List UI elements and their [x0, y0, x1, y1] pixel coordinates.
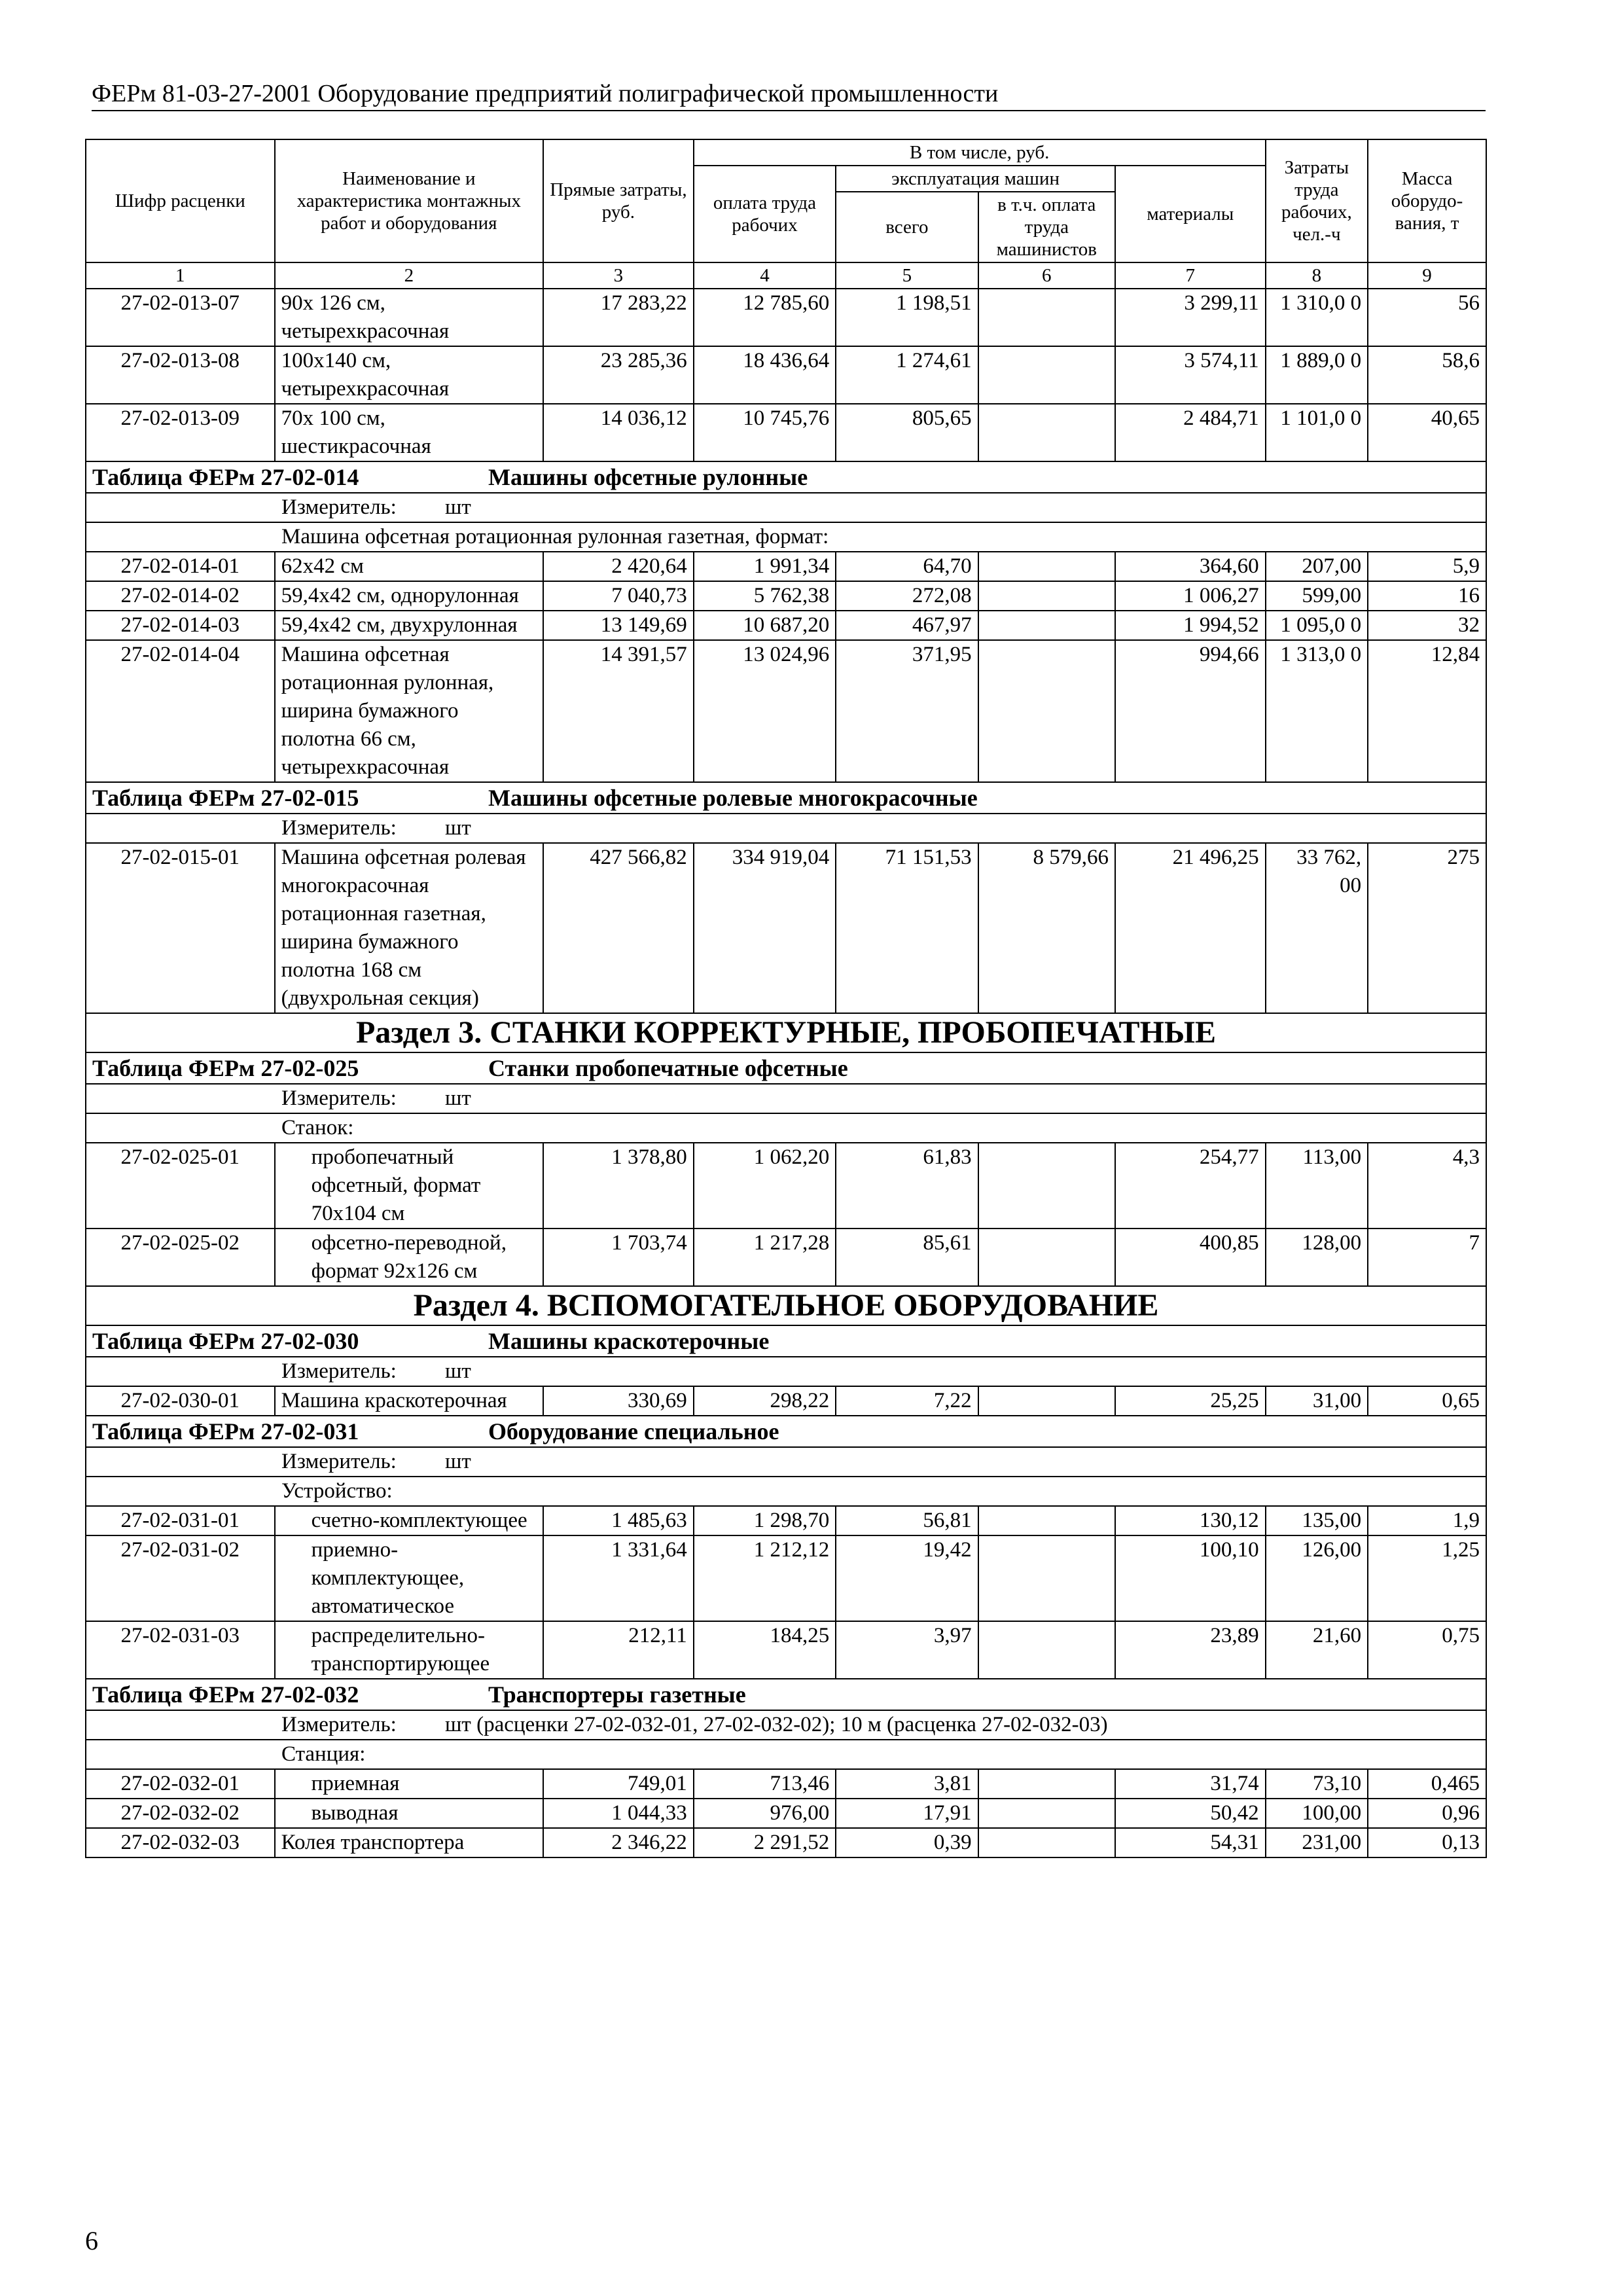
cell-mass: 12,84	[1368, 640, 1486, 782]
cell-direct: 330,69	[543, 1386, 694, 1416]
cell-materials: 31,74	[1115, 1769, 1266, 1799]
cell-machines-wages	[978, 1828, 1115, 1857]
cell-labor: 1 889,0 0	[1266, 346, 1368, 404]
cell-wages: 10 687,20	[694, 611, 836, 640]
meter-value: шт	[445, 1359, 471, 1383]
cell-direct: 1 485,63	[543, 1506, 694, 1535]
cell-mass: 0,75	[1368, 1621, 1486, 1679]
cell-direct: 1 378,80	[543, 1143, 694, 1229]
cell-materials: 1 006,27	[1115, 581, 1266, 611]
cell-wages: 713,46	[694, 1769, 836, 1799]
col-number: 2	[275, 262, 544, 289]
table-row	[86, 1506, 1486, 1535]
cell-labor: 231,00	[1266, 1828, 1368, 1857]
cell-machines-total: 1 274,61	[836, 346, 978, 404]
cell-machines-total: 0,39	[836, 1828, 978, 1857]
table-title: Машины офсетные ролевые многокрасочные	[488, 785, 978, 811]
col-number: 6	[978, 262, 1115, 289]
cell-machines-total: 71 151,53	[836, 843, 978, 1013]
meter-row	[86, 493, 1486, 522]
table-code: Таблица ФЕРм 27-02-015	[92, 785, 359, 811]
cell-materials: 1 994,52	[1115, 611, 1266, 640]
cell-machines-total: 467,97	[836, 611, 978, 640]
cell-machines-wages	[978, 1506, 1115, 1535]
cell-wages: 1 212,12	[694, 1535, 836, 1621]
cell-code: 27-02-014-04	[86, 640, 275, 782]
cell-labor: 1 101,0 0	[1266, 404, 1368, 461]
table-row	[86, 843, 1486, 1013]
meter-label: Измеритель:	[281, 1450, 397, 1473]
cell-labor: 21,60	[1266, 1621, 1368, 1679]
table-code: Таблица ФЕРм 27-02-032	[92, 1681, 359, 1708]
rates-table	[85, 139, 1487, 1858]
table-title-row	[86, 1679, 1486, 1710]
cell-mass: 40,65	[1368, 404, 1486, 461]
section-heading: Раздел 3. СТАНКИ КОРРЕКТУРНЫЕ, ПРОБОПЕЧАТНЫЕ	[86, 1013, 1486, 1052]
cell-code: 27-02-032-02	[86, 1799, 275, 1828]
col-mass-header: Масса оборудо-вания, т	[1368, 139, 1486, 262]
table-row	[86, 640, 1486, 782]
cell-machines-wages	[978, 1386, 1115, 1416]
cell-machines-total: 64,70	[836, 552, 978, 581]
col-incl-header: В том числе, руб.	[694, 139, 1266, 166]
cell-materials: 3 574,11	[1115, 346, 1266, 404]
group-note: Станция:	[86, 1740, 1486, 1769]
group-note-row	[86, 1477, 1486, 1506]
group-note-row	[86, 1740, 1486, 1769]
meter-label: Измеритель:	[281, 1713, 397, 1736]
table-title: Станки пробопечатные офсетные	[488, 1055, 848, 1081]
cell-labor: 31,00	[1266, 1386, 1368, 1416]
cell-wages: 334 919,04	[694, 843, 836, 1013]
cell-direct: 2 420,64	[543, 552, 694, 581]
cell-code: 27-02-013-08	[86, 346, 275, 404]
cell-wages: 5 762,38	[694, 581, 836, 611]
cell-name: 59,4х42 см, однорулонная	[275, 581, 544, 611]
col-number: 3	[543, 262, 694, 289]
cell-machines-total: 56,81	[836, 1506, 978, 1535]
meter-label: Измеритель:	[281, 1086, 397, 1110]
cell-mass: 0,65	[1368, 1386, 1486, 1416]
cell-code: 27-02-013-07	[86, 289, 275, 346]
cell-code: 27-02-014-03	[86, 611, 275, 640]
cell-code: 27-02-025-01	[86, 1143, 275, 1229]
cell-machines-total: 19,42	[836, 1535, 978, 1621]
column-numbers-row	[86, 262, 1486, 289]
table-row	[86, 1769, 1486, 1799]
cell-machines-total: 805,65	[836, 404, 978, 461]
cell-mass: 4,3	[1368, 1143, 1486, 1229]
col-direct-header: Прямые затраты, руб.	[543, 139, 694, 262]
cell-materials: 400,85	[1115, 1229, 1266, 1286]
cell-materials: 994,66	[1115, 640, 1266, 782]
section-heading-row	[86, 1013, 1486, 1052]
group-note: Станок:	[86, 1113, 1486, 1143]
table-title-row	[86, 782, 1486, 814]
cell-name: офсетно-переводной, формат 92х126 см	[275, 1229, 544, 1286]
cell-materials: 100,10	[1115, 1535, 1266, 1621]
col-name-header: Наименование и характеристика монтажных работ и оборудования	[275, 139, 544, 262]
cell-materials: 23,89	[1115, 1621, 1266, 1679]
cell-machines-wages	[978, 289, 1115, 346]
cell-materials: 3 299,11	[1115, 289, 1266, 346]
table-title-row	[86, 1416, 1486, 1447]
cell-name: 62х42 см	[275, 552, 544, 581]
cell-code: 27-02-013-09	[86, 404, 275, 461]
table-row	[86, 581, 1486, 611]
cell-machines-total: 61,83	[836, 1143, 978, 1229]
cell-code: 27-02-031-03	[86, 1621, 275, 1679]
cell-wages: 976,00	[694, 1799, 836, 1828]
cell-direct: 749,01	[543, 1769, 694, 1799]
cell-machines-wages	[978, 611, 1115, 640]
cell-labor: 33 762, 00	[1266, 843, 1368, 1013]
cell-labor: 599,00	[1266, 581, 1368, 611]
col-machines-wages-header: в т.ч. оплата труда машинистов	[978, 192, 1115, 262]
cell-code: 27-02-032-03	[86, 1828, 275, 1857]
cell-name: Машина краскотерочная	[275, 1386, 544, 1416]
col-number: 4	[694, 262, 836, 289]
table-row	[86, 1799, 1486, 1828]
section-heading: Раздел 4. ВСПОМОГАТЕЛЬНОЕ ОБОРУДОВАНИЕ	[86, 1286, 1486, 1325]
cell-machines-total: 371,95	[836, 640, 978, 782]
table-row	[86, 1535, 1486, 1621]
cell-wages: 1 991,34	[694, 552, 836, 581]
cell-labor: 128,00	[1266, 1229, 1368, 1286]
cell-machines-wages	[978, 552, 1115, 581]
cell-mass: 32	[1368, 611, 1486, 640]
cell-direct: 2 346,22	[543, 1828, 694, 1857]
cell-labor: 113,00	[1266, 1143, 1368, 1229]
cell-machines-wages	[978, 581, 1115, 611]
cell-machines-total: 17,91	[836, 1799, 978, 1828]
cell-mass: 58,6	[1368, 346, 1486, 404]
cell-name: Колея транспортера	[275, 1828, 544, 1857]
cell-name: приемно-комплектующее, автоматическое	[275, 1535, 544, 1621]
cell-labor: 135,00	[1266, 1506, 1368, 1535]
cell-materials: 2 484,71	[1115, 404, 1266, 461]
group-note-row	[86, 522, 1486, 552]
cell-labor: 207,00	[1266, 552, 1368, 581]
table-title-row	[86, 1052, 1486, 1084]
cell-machines-total: 272,08	[836, 581, 978, 611]
col-machines-header: эксплуатация машин	[836, 166, 1115, 192]
cell-labor: 1 313,0 0	[1266, 640, 1368, 782]
cell-wages: 18 436,64	[694, 346, 836, 404]
cell-mass: 0,465	[1368, 1769, 1486, 1799]
table-row	[86, 1386, 1486, 1416]
cell-name: 100х140 см, четырехкрасочная	[275, 346, 544, 404]
cell-machines-wages	[978, 1535, 1115, 1621]
cell-machines-wages	[978, 640, 1115, 782]
col-machines-total-header: всего	[836, 192, 978, 262]
cell-name: пробопечатный офсетный, формат 70х104 см	[275, 1143, 544, 1229]
cell-direct: 7 040,73	[543, 581, 694, 611]
cell-name: Машина офсетная ролевая многокрасочная ротационная газетная, ширина бумажного полотна 168 см (двухрольная секция)	[275, 843, 544, 1013]
cell-machines-total: 3,97	[836, 1621, 978, 1679]
cell-name: 90х 126 см, четырехкрасочная	[275, 289, 544, 346]
cell-labor: 73,10	[1266, 1769, 1368, 1799]
table-code: Таблица ФЕРм 27-02-031	[92, 1418, 359, 1444]
cell-materials: 54,31	[1115, 1828, 1266, 1857]
meter-label: Измеритель:	[281, 816, 397, 840]
cell-materials: 25,25	[1115, 1386, 1266, 1416]
table-title: Оборудование специальное	[488, 1418, 779, 1444]
cell-wages: 12 785,60	[694, 289, 836, 346]
meter-label: Измеритель:	[281, 1359, 397, 1383]
cell-wages: 13 024,96	[694, 640, 836, 782]
cell-materials: 50,42	[1115, 1799, 1266, 1828]
cell-code: 27-02-031-01	[86, 1506, 275, 1535]
col-number: 1	[86, 262, 275, 289]
cell-wages: 1 062,20	[694, 1143, 836, 1229]
table-row	[86, 1143, 1486, 1229]
cell-name: 59,4х42 см, двухрулонная	[275, 611, 544, 640]
cell-labor: 1 310,0 0	[1266, 289, 1368, 346]
cell-mass: 0,13	[1368, 1828, 1486, 1857]
cell-code: 27-02-031-02	[86, 1535, 275, 1621]
group-note: Устройство:	[86, 1477, 1486, 1506]
cell-wages: 2 291,52	[694, 1828, 836, 1857]
cell-mass: 0,96	[1368, 1799, 1486, 1828]
table-header	[86, 139, 1486, 289]
meter-row	[86, 1710, 1486, 1740]
cell-direct: 14 391,57	[543, 640, 694, 782]
cell-direct: 14 036,12	[543, 404, 694, 461]
cell-mass: 1,25	[1368, 1535, 1486, 1621]
table-code: Таблица ФЕРм 27-02-030	[92, 1328, 359, 1354]
cell-direct: 427 566,82	[543, 843, 694, 1013]
col-wages-header: оплата труда рабочих	[694, 166, 836, 262]
col-number: 5	[836, 262, 978, 289]
page-number: 6	[85, 2226, 98, 2255]
cell-mass: 56	[1368, 289, 1486, 346]
table-row	[86, 289, 1486, 346]
table-code: Таблица ФЕРм 27-02-025	[92, 1055, 359, 1081]
cell-direct: 1 331,64	[543, 1535, 694, 1621]
cell-direct: 23 285,36	[543, 346, 694, 404]
meter-value: шт	[445, 495, 471, 519]
cell-direct: 1 703,74	[543, 1229, 694, 1286]
meter-value: шт (расценки 27-02-032-01, 27-02-032-02); 10 м (расценка 27-02-032-03)	[445, 1713, 1108, 1736]
meter-value: шт	[445, 1086, 471, 1110]
group-note: Машина офсетная ротационная рулонная газетная, формат:	[86, 522, 1486, 552]
cell-labor: 126,00	[1266, 1535, 1368, 1621]
cell-materials: 21 496,25	[1115, 843, 1266, 1013]
cell-wages: 10 745,76	[694, 404, 836, 461]
table-title-row	[86, 1325, 1486, 1357]
cell-materials: 254,77	[1115, 1143, 1266, 1229]
table-row	[86, 404, 1486, 461]
col-labor-header: Затраты труда рабочих, чел.-ч	[1266, 139, 1368, 262]
table-title-row	[86, 461, 1486, 493]
col-number: 9	[1368, 262, 1486, 289]
meter-row	[86, 1084, 1486, 1113]
table-code: Таблица ФЕРм 27-02-014	[92, 464, 359, 490]
cell-machines-wages	[978, 1621, 1115, 1679]
table-title: Транспортеры газетные	[488, 1681, 746, 1708]
table-title: Машины краскотерочные	[488, 1328, 770, 1354]
col-number: 7	[1115, 262, 1266, 289]
col-materials-header: материалы	[1115, 166, 1266, 262]
table-row	[86, 1621, 1486, 1679]
table-row	[86, 552, 1486, 581]
cell-code: 27-02-015-01	[86, 843, 275, 1013]
cell-machines-wages	[978, 1769, 1115, 1799]
col-number: 8	[1266, 262, 1368, 289]
cell-direct: 17 283,22	[543, 289, 694, 346]
cell-machines-wages	[978, 404, 1115, 461]
cell-code: 27-02-014-01	[86, 552, 275, 581]
table-row	[86, 1828, 1486, 1857]
meter-row	[86, 814, 1486, 843]
cell-name: 70х 100 см, шестикрасочная	[275, 404, 544, 461]
cell-machines-wages: 8 579,66	[978, 843, 1115, 1013]
cell-machines-total: 1 198,51	[836, 289, 978, 346]
cell-code: 27-02-014-02	[86, 581, 275, 611]
cell-machines-total: 7,22	[836, 1386, 978, 1416]
running-header: ФЕРм 81-03-27-2001 Оборудование предприятий полиграфической промышленности	[92, 77, 1486, 111]
table-row	[86, 611, 1486, 640]
cell-code: 27-02-030-01	[86, 1386, 275, 1416]
cell-labor: 100,00	[1266, 1799, 1368, 1828]
meter-value: шт	[445, 1450, 471, 1473]
cell-direct: 13 149,69	[543, 611, 694, 640]
table-title: Машины офсетные рулонные	[488, 464, 808, 490]
table-row	[86, 346, 1486, 404]
cell-machines-total: 3,81	[836, 1769, 978, 1799]
cell-code: 27-02-025-02	[86, 1229, 275, 1286]
meter-row	[86, 1357, 1486, 1386]
cell-mass: 275	[1368, 843, 1486, 1013]
cell-materials: 130,12	[1115, 1506, 1266, 1535]
cell-wages: 298,22	[694, 1386, 836, 1416]
table-row	[86, 1229, 1486, 1286]
group-note-row	[86, 1113, 1486, 1143]
cell-wages: 1 217,28	[694, 1229, 836, 1286]
cell-mass: 7	[1368, 1229, 1486, 1286]
cell-machines-wages	[978, 1229, 1115, 1286]
meter-label: Измеритель:	[281, 495, 397, 519]
cell-labor: 1 095,0 0	[1266, 611, 1368, 640]
cell-name: выводная	[275, 1799, 544, 1828]
section-heading-row	[86, 1286, 1486, 1325]
cell-wages: 184,25	[694, 1621, 836, 1679]
cell-direct: 1 044,33	[543, 1799, 694, 1828]
cell-name: распределительно-транспортирующее	[275, 1621, 544, 1679]
cell-materials: 364,60	[1115, 552, 1266, 581]
cell-machines-wages	[978, 1143, 1115, 1229]
cell-direct: 212,11	[543, 1621, 694, 1679]
cell-name: приемная	[275, 1769, 544, 1799]
cell-code: 27-02-032-01	[86, 1769, 275, 1799]
col-code-header: Шифр расценки	[86, 139, 275, 262]
cell-mass: 5,9	[1368, 552, 1486, 581]
cell-wages: 1 298,70	[694, 1506, 836, 1535]
cell-mass: 1,9	[1368, 1506, 1486, 1535]
cell-machines-wages	[978, 1799, 1115, 1828]
cell-name: Машина офсетная ротационная рулонная, ширина бумажного полотна 66 см, четырехкрасочная	[275, 640, 544, 782]
cell-mass: 16	[1368, 581, 1486, 611]
meter-value: шт	[445, 816, 471, 840]
cell-machines-wages	[978, 346, 1115, 404]
cell-name: счетно-комплектующее	[275, 1506, 544, 1535]
cell-machines-total: 85,61	[836, 1229, 978, 1286]
meter-row	[86, 1447, 1486, 1477]
